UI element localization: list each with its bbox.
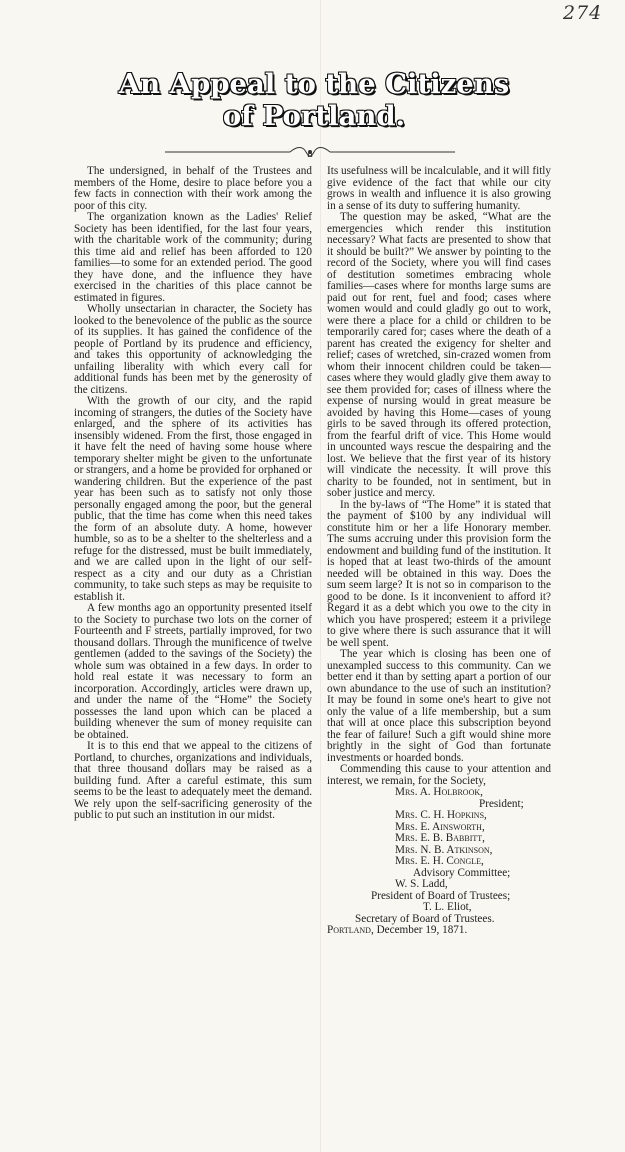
signer-title: President of Board of Trustees; [371, 889, 511, 902]
signer-title: President; [479, 797, 524, 810]
paragraph: Commending this cause to your attention and interest, we remain, for the Society, [327, 763, 551, 787]
paragraph: It is to this end that we appeal to the citizens of Portland, to churches, organizations and individuals, that three thousand dollars may be raised as a building fund. After a careful estimate, this sum seems to be the least to adequately meet the demand. We rely upon the self-sacrificing generosity of the public to put such an institution in our midst. [74, 740, 312, 821]
paragraph: A few months ago an opportunity presented itself to the Society to purchase two lots on the corner of Fourteenth and F streets, partially improved, for two thousand dollars. Through the munificence of twelve gentlemen (added to the savings of the Society) the whole sum was obtained in a few days. In order to hold real estate it was necessary to form an incorporation. Accordingly, articles were drawn up, and under the name of the “Home” the Society possesses the land upon which can be placed a building whenever the sum of money requisite can be obtained. [74, 602, 312, 741]
committee-member: Mrs. N. B. Atkinson, [395, 843, 493, 856]
date: December 19, 1871. [376, 924, 468, 936]
left-column [74, 166, 312, 822]
place: Portland, [327, 924, 374, 936]
paragraph: The undersigned, in behalf of the Trustees and members of the Home, desire to place before you a few facts in connection with their work among the poor of this city. [74, 165, 312, 212]
signer-name: T. L. Eliot, [423, 901, 472, 913]
paragraph: The organization known as the Ladies' Relief Society has been identified, for the last four years, with the charitable work of the community; during this time aid and relief has been afforded to 120 families—to some for an extended period. The good they have done, and the influence they have exercised in the charities of this place cannot be estimated in figures. [74, 211, 312, 304]
signer-title: Advisory Committee; [413, 866, 511, 879]
paragraph: The question may be asked, “What are the emergencies which render this institution necessary? What facts are presented to show that it should be built?” We answer by pointing to the record of the Society, where you will find cases of destitution sometimes embracing whole families—cases where for months large sums are paid out for rent, fuel and food; cases where women would and could gladly go out to work, were there a place for a child or children to be temporarily cared for; cases where the death of a parent has created the exigency for shelter and relief; cases of wretched, sin-crazed women from whom their innocent children could be taken—cases where they would gladly give them away to see them provided for; cases of illness where the expense of nursing would in great measure be avoided by having this Home—cases of young girls to be saved through its offered protection, from the fearful drift of vice. This Home would in uncounted ways rescue the despairing and the lost. We believe that the first year of its history will vindicate the necessity. It will prove this charity to be founded, not in sentiment, but in sober justice and mercy. [327, 211, 551, 499]
title-line-1: An Appeal to the Citizens [118, 68, 510, 100]
paragraph: Its usefulness will be incalculable, and it will fitly give evidence of the fact that while our city grows in wealth and influence it is also growing in a sense of its duty to suffering humanity. [327, 165, 551, 212]
signature-block [327, 787, 551, 937]
signer-title: Secretary of Board of Trustees. [355, 912, 495, 925]
committee-member: Mrs. C. H. Hopkins, [395, 809, 487, 821]
right-column [327, 166, 551, 937]
paragraph: With the growth of our city, and the rapid incoming of strangers, the duties of the Society have enlarged, and the sphere of its activities has insensibly widened. From the first, those engaged in it have felt the need of having some house where temporary shelter might be given to the unfortunate or strangers, and a home be provided for orphaned or wandering children. But the experience of the past year has been such as to satisfy not only those personally engaged among the poor, but the general public, that the time has come when this need takes the form of an absolute duty. A home, however humble, so as to be a shelter to the shelterless and a refuge for the distressed, must be built immediately, and we are called upon in the light of our self-respect as a city and our duty as a Christian community, to take such steps as may be requisite to establish it. [74, 395, 312, 603]
ornament-divider [165, 146, 455, 158]
fold-crease [320, 0, 321, 1152]
paragraph: In the by-laws of “The Home” it is stated that the payment of $100 by any individual will constitute him or her a life Honorary member. The sums accruing under this provision form the endowment and building fund of the institution. It is hoped that at least two-thirds of the amount needed will be obtained in this way. Does the sum seem large? It is not so in comparison to the good to be done. Is it inconvenient to afford it? Regard it as a debt which you owe to the city in which you have prospered; esteem it a privilege to give where there is such assurance that it will be well spent. [327, 498, 551, 649]
paragraph: The year which is closing has been one of unexampled success to this community. Can we better end it than by setting apart a portion of our own abundance to the use of such an institution? It may be found in some one's heart to give not only the value of a life membership, but a sum that will at once place this subscription beyond the fear of failure! Such a gift would shine more brightly in the sight of God than fortunate investments or hoarded bonds. [327, 648, 551, 764]
paragraph: Wholly unsectarian in character, the Society has looked to the benevolence of the public as the source of its supplies. It has gained the confidence of the people of Portland by its prudence and efficiency, and takes this opportunity of acknowledging the unfailing liberality with which every call for additional funds has been met by the generosity of the citizens. [74, 303, 312, 396]
document-title [40, 68, 588, 132]
committee-member: Mrs. E. H. Congle, [395, 855, 484, 867]
signer-name: Mrs. A. Holbrook, [395, 786, 483, 798]
committee-member: Mrs. E. B. Babbitt, [395, 832, 485, 844]
signer-name: W. S. Ladd, [395, 878, 448, 890]
dateline [327, 925, 551, 937]
committee-member: Mrs. E. Ainsworth, [395, 820, 485, 833]
page-number: 274 [563, 2, 603, 24]
title-line-2: of Portland. [222, 100, 406, 132]
